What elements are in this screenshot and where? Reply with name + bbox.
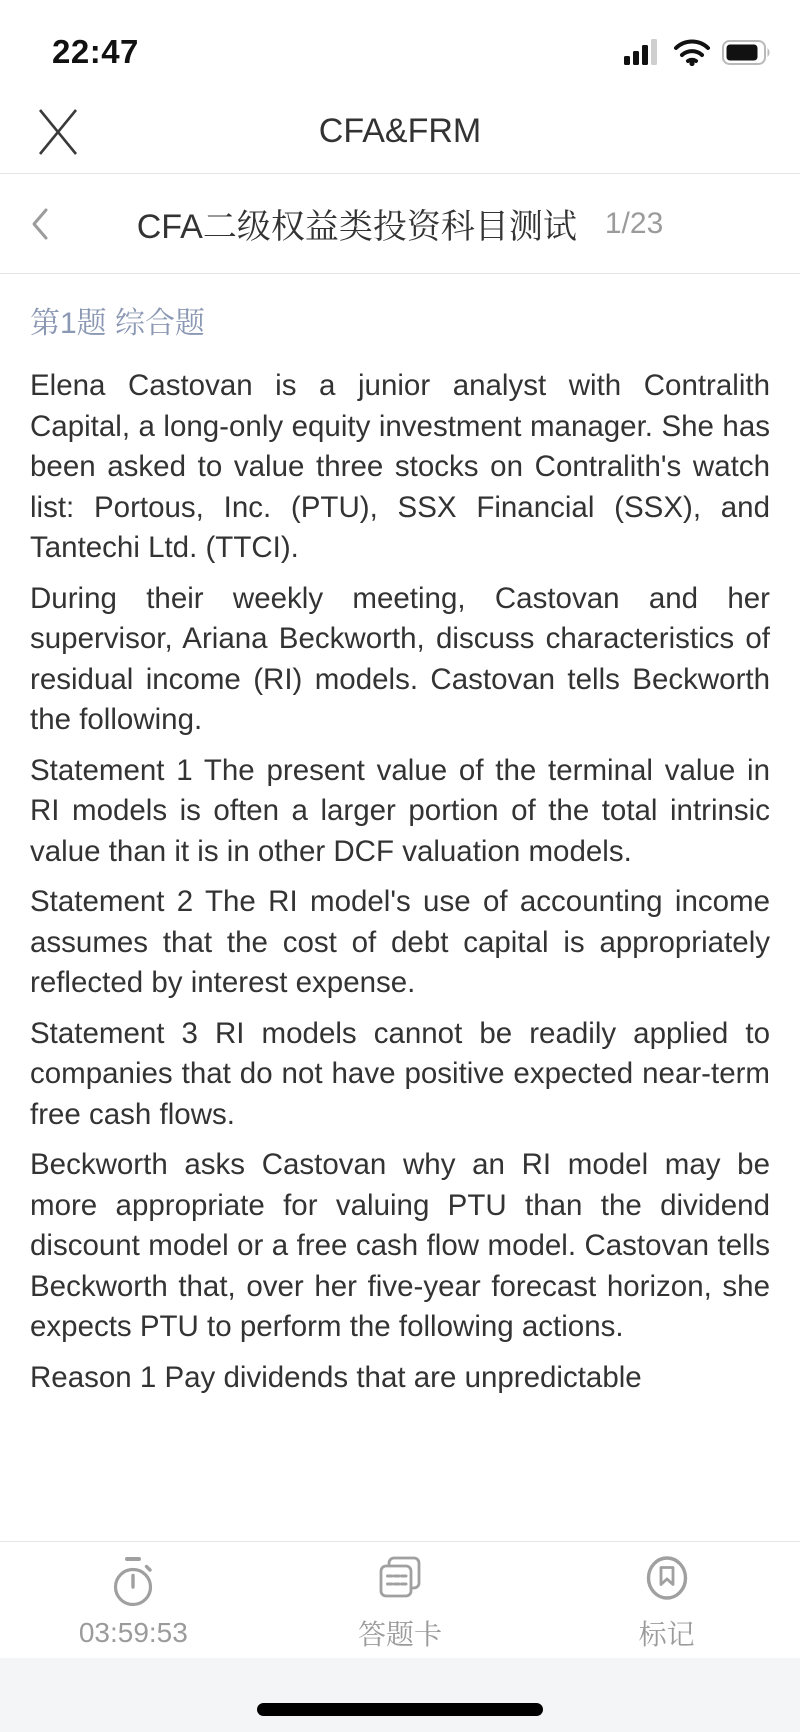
question-content[interactable]: [0, 274, 800, 1542]
question-paragraph: Statement 1 The present value of the terminal value in RI models is often a larger portion of the total intrinsic value than it is in other DCF valuation models.: [30, 753, 770, 868]
close-icon: [38, 108, 78, 156]
quiz-title: CFA二级权益类投资科目测试: [136, 208, 577, 246]
answer-card-button[interactable]: [267, 1542, 534, 1658]
question-paragraph: Statement 2 The RI model's use of accounting income assumes that the cost of debt capital is appropriately reflected by interest expense.: [30, 885, 770, 999]
question-paragraph: Statement 3 RI models cannot be readily applied to companies that do not have positive expected near-term free cash flows.: [30, 1016, 770, 1131]
answer-card-icon: [374, 1552, 426, 1604]
question-paragraph: During their weekly meeting, Castovan and her supervisor, Ariana Beckworth, discuss characteristics of residual income (RI) models. Castovan tells Beckworth the following.: [30, 581, 770, 736]
back-button[interactable]: [22, 200, 58, 248]
cellular-signal-icon: [624, 39, 662, 65]
close-button[interactable]: [36, 107, 80, 157]
status-bar: [0, 0, 800, 90]
home-area: [0, 1658, 800, 1732]
mark-button[interactable]: [533, 1542, 800, 1658]
app-title: CFA&FRM: [318, 112, 482, 150]
clock: 22:47: [52, 33, 139, 70]
question-number-label: 第1题 综合题: [30, 307, 206, 340]
timer-value: 03:59:53: [78, 1616, 188, 1648]
question-progress: 1/23: [604, 206, 664, 240]
mark-label: 标记: [638, 1618, 695, 1650]
app-header: [0, 90, 800, 173]
home-indicator[interactable]: [257, 1703, 543, 1716]
status-icons: [624, 39, 772, 66]
stopwatch-icon: [109, 1556, 157, 1608]
question-paragraph: Reason 1 Pay dividends that are unpredictable: [30, 1360, 642, 1394]
wifi-icon: [674, 39, 710, 66]
bookmark-icon: [641, 1552, 693, 1604]
battery-icon: [722, 40, 772, 65]
quiz-header: [0, 174, 800, 273]
answer-card-label: 答题卡: [358, 1618, 443, 1650]
chevron-left-icon: [30, 207, 50, 241]
bottom-toolbar: [0, 1541, 800, 1658]
timer-button[interactable]: [0, 1542, 267, 1658]
question-paragraph: Beckworth asks Castovan why an RI model may be more appropriate for valuing PTU than the dividend discount model or a free cash flow model. Castovan tells Beckworth that, over her five-year forecast horizon, she expects PTU to perform the following actions.: [30, 1148, 770, 1343]
question-paragraph: Elena Castovan is a junior analyst with Contralith Capital, a long-only equity investment manager. She has been asked to value three stocks on Contralith's watch list: Portous, Inc. (PTU), SSX Financial (SSX), and Tantechi Ltd. (TTCI).: [30, 369, 770, 564]
